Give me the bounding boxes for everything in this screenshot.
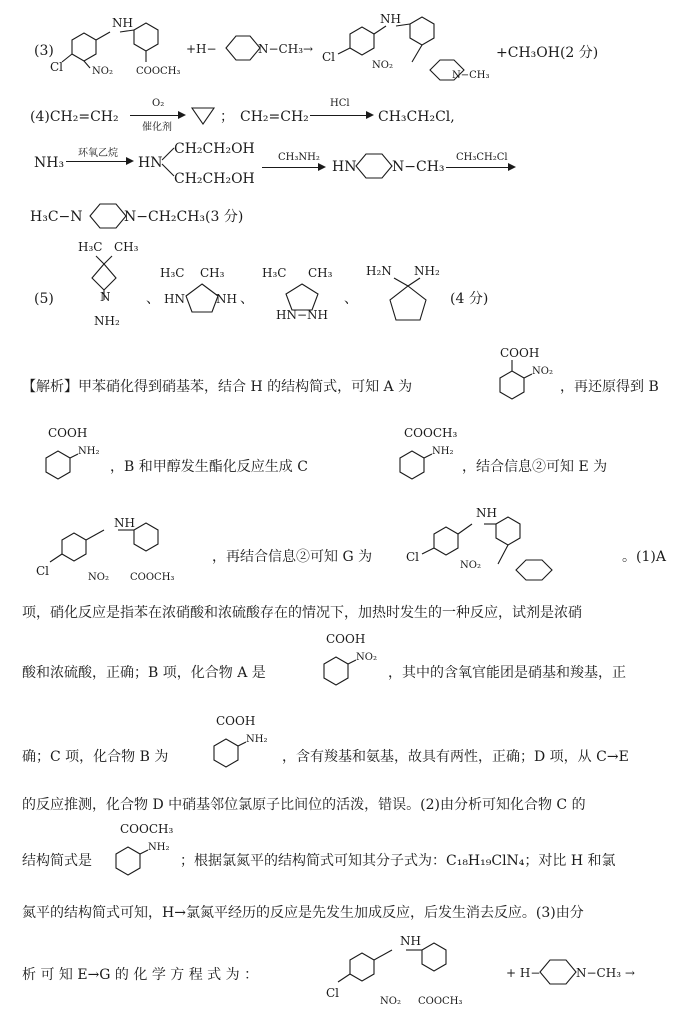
q4-arrow4-top: CH₃NH₂ xyxy=(278,152,320,163)
q4-arrow1 xyxy=(130,115,180,116)
q5-i1-ch3: CH₃ xyxy=(114,240,139,254)
q5-i2-h3c: H₃C xyxy=(160,266,185,280)
q4-arrow2 xyxy=(310,115,368,116)
a2-cooh: COOH xyxy=(326,632,366,646)
q5-sep1: 、 xyxy=(146,291,160,307)
c2-cooch3: COOCH₃ xyxy=(120,822,174,836)
c2-nh2: NH₂ xyxy=(148,842,170,853)
q4-hn: HN xyxy=(138,155,163,171)
q5-label: (5) xyxy=(34,291,54,307)
analysis-p3-a: ，再结合信息②可知 G 为 xyxy=(212,549,373,565)
e2-nh: NH xyxy=(400,934,421,948)
q5-i2-hn: HN xyxy=(164,292,185,306)
q4-arrow3-head xyxy=(126,157,134,165)
q5-i3-ch3: CH₃ xyxy=(308,266,333,280)
q5-i1-n: N xyxy=(100,290,111,304)
q4-arrow4 xyxy=(262,167,320,168)
q3-g-nch3: N−CH₃ xyxy=(452,70,490,81)
q5-i1-h3c: H₃C xyxy=(78,240,103,254)
q4-arrow5-head xyxy=(508,163,516,171)
q4-product-right: N−CH₂CH₃(3 分) xyxy=(124,209,244,225)
analysis-p1-a: 【解析】甲苯硝化得到硝基苯，结合 H 的结构简式，可知 A 为 xyxy=(22,379,413,395)
analysis-p2-a: ，B 和甲醇发生酯化反应生成 C xyxy=(110,459,308,475)
b2-cooh: COOH xyxy=(216,714,256,728)
q3-tail: +CH₃OH(2 分) xyxy=(496,45,599,61)
q3-methyl: N−CH₃→ xyxy=(258,42,314,56)
b-cooh: COOH xyxy=(48,426,88,440)
analysis-p5-b: ，其中的含氧官能团是硝基和羧基，正 xyxy=(388,665,626,681)
analysis-p2-b: ，结合信息②可知 E 为 xyxy=(462,459,608,475)
q3-label: (3) xyxy=(34,43,54,59)
q5-sep3: 、 xyxy=(344,291,358,307)
q3-coome: COOCH₃ xyxy=(136,66,181,77)
e2-cooch3: COOCH₃ xyxy=(418,996,463,1007)
q4-nch3: N−CH₃ xyxy=(392,159,445,175)
g-nh: NH xyxy=(476,506,497,520)
analysis-p6-b: ，含有羧基和氨基，故具有两性，正确；D 项，从 C→E xyxy=(282,749,629,765)
b2-nh2: NH₂ xyxy=(246,734,268,745)
e2-cl: Cl xyxy=(326,986,340,1000)
q5-i3-hnnh: HN−NH xyxy=(276,308,328,322)
q4-line1-left: (4)CH₂=CH₂ xyxy=(30,109,119,125)
analysis-p6-a: 确；C 项，化合物 B 为 xyxy=(22,749,169,765)
analysis-p8-a: 结构简式是 xyxy=(22,853,92,869)
e-nh: NH xyxy=(114,516,135,530)
b-nh2: NH₂ xyxy=(78,446,100,457)
a-cooh: COOH xyxy=(500,346,540,360)
q4-arrow5 xyxy=(446,167,510,168)
analysis-p4: 项，硝化反应是指苯在浓硝酸和浓硫酸存在的情况下，加热时发生的一种反应，试剂是浓硝 xyxy=(22,605,582,621)
q4-ch2ch2oh-2: CH₂CH₂OH xyxy=(174,171,255,187)
q4-ch2ch2oh-1: CH₂CH₂OH xyxy=(174,141,255,157)
q4-product-left: H₃C−N xyxy=(30,209,83,225)
q4-arrow5-top: CH₃CH₂Cl xyxy=(456,152,508,163)
q4-arrow2-head xyxy=(366,111,374,119)
q4-arrow4-head xyxy=(318,163,326,171)
a2-no2: NO₂ xyxy=(356,652,377,663)
q5-i1-nh2: NH₂ xyxy=(94,314,120,328)
e2-no2: NO₂ xyxy=(380,996,401,1007)
q3-cl: Cl xyxy=(50,60,64,74)
epoxide-icon xyxy=(188,100,218,130)
q4-hn2: HN xyxy=(332,159,357,175)
q5-i4-h2n: H₂N xyxy=(366,264,392,278)
analysis-p8-b: ；根据氯氮平的结构简式可知其分子式为：C₁₈H₁₉ClN₄；对比 H 和氯 xyxy=(180,853,616,869)
q3-g-cl: Cl xyxy=(322,50,336,64)
q5-i4-nh2: NH₂ xyxy=(414,264,440,278)
analysis-p9: 氮平的结构简式可知，H→氯氮平经历的反应是先发生加成反应，后发生消去反应。(3)由分 xyxy=(22,905,584,921)
analysis-p10-a: 析 可 知 E→G 的 化 学 方 程 式 为 ： xyxy=(22,967,259,983)
q4-arrow2-top: HCl xyxy=(330,98,350,109)
q4-line1-mid: CH₂=CH₂ xyxy=(240,109,309,125)
q5-i3-h3c: H₃C xyxy=(262,266,287,280)
c-cooch3: COOCH₃ xyxy=(404,426,458,440)
c-nh2: NH₂ xyxy=(432,446,454,457)
q4-arrow3 xyxy=(66,161,128,162)
q4-line1-right: CH₃CH₂Cl, xyxy=(378,109,455,125)
e-cl: Cl xyxy=(36,564,50,578)
q5-isomer4-ring xyxy=(384,276,444,326)
analysis-p7: 的反应推测，化合物 D 中硝基邻位氯原子比间位的活泼，错误。(2)由分析可知化合物 C 的 xyxy=(22,797,586,813)
a-no2: NO₂ xyxy=(532,366,553,377)
q3-no2: NO₂ xyxy=(92,66,113,77)
analysis-p3-b: 。(1)A xyxy=(622,549,666,565)
q4-arrow1-head xyxy=(178,111,186,119)
q3-g-nh: NH xyxy=(380,12,401,26)
q5-i2-ch3: CH₃ xyxy=(200,266,225,280)
q4-arrow1-bottom: 催化剂 xyxy=(142,122,172,133)
g-no2: NO₂ xyxy=(460,560,481,571)
q4-arrow1-top: O₂ xyxy=(152,98,165,109)
analysis-p10-b: + H− xyxy=(506,966,541,980)
q5-i2-nh: NH xyxy=(216,292,237,306)
analysis-p5-a: 酸和浓硫酸，正确；B 项，化合物 A 是 xyxy=(22,665,266,681)
q4-nh3: NH₃ xyxy=(34,155,65,171)
q4-arrow3-top: 环氧乙烷 xyxy=(78,148,118,159)
e-cooch3: COOCH₃ xyxy=(130,572,175,583)
analysis-p10-c: N−CH₃ → xyxy=(576,966,635,980)
g-cl: Cl xyxy=(406,550,420,564)
q5-score: (4 分) xyxy=(450,291,489,307)
q3-g-no2: NO₂ xyxy=(372,60,393,71)
q3-plus-h: +H− xyxy=(186,42,217,56)
q5-sep2: 、 xyxy=(240,291,254,307)
analysis-p1-b: ，再还原得到 B xyxy=(560,379,659,395)
e-no2: NO₂ xyxy=(88,572,109,583)
q4-semicolon: ； xyxy=(220,109,234,125)
q3-nh: NH xyxy=(112,16,133,30)
